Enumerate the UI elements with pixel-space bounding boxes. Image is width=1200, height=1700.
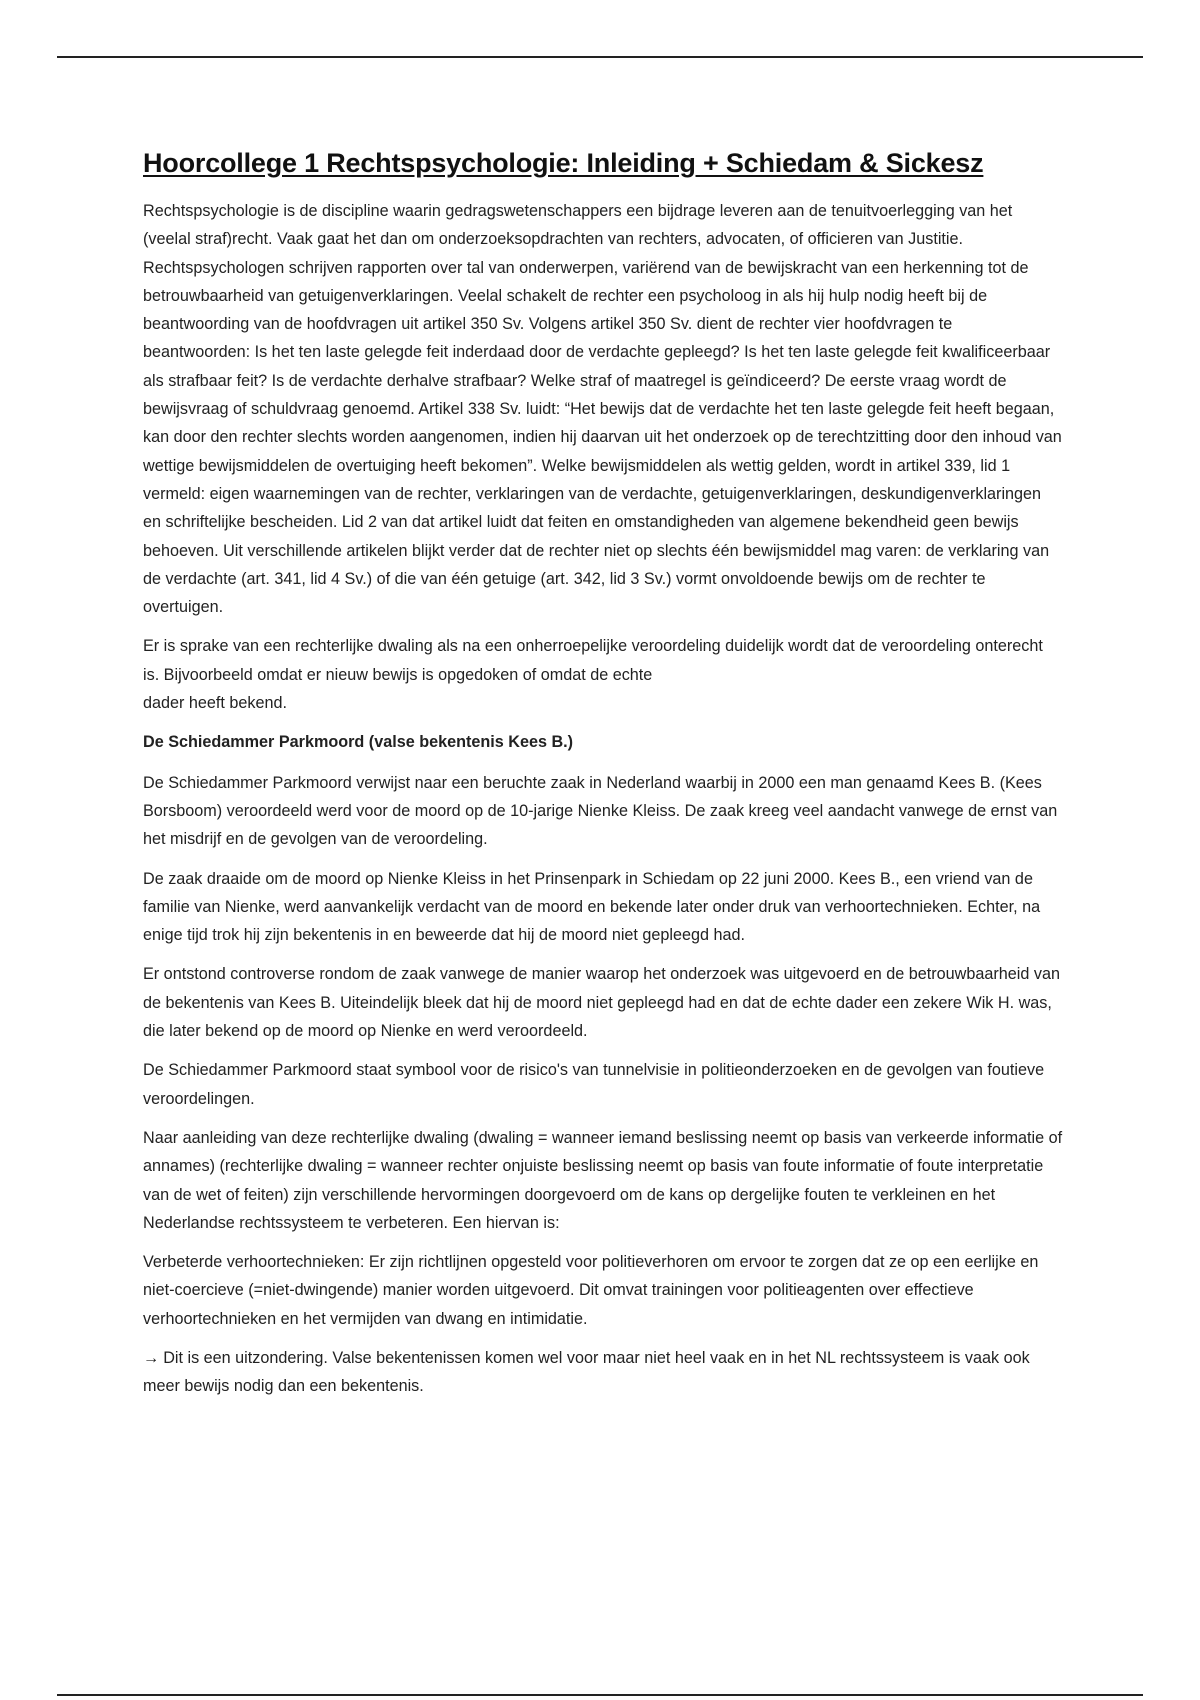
arrow-right-icon: → bbox=[143, 1348, 160, 1367]
paragraph-exception bbox=[143, 1344, 1063, 1401]
paragraph-controversy: Er ontstond controverse rondom de zaak vanwege de manier waarop het onderzoek was uitgevoerd en de betrouwbaarheid van de bekentenis van Kees B. Uiteindelijk bleek dat hij de moord niet gepleegd had en dat de echte dader een zekere Wik H. was, die later bekend op de moord op Nienke en werd veroordeeld. bbox=[143, 965, 1060, 1041]
paragraph-text: Dit is een uitzondering. Valse bekentenissen komen wel voor maar niet heel vaak en in het NL rechtssysteem is vaak ook meer bewijs nodig dan een bekentenis. bbox=[143, 1348, 1030, 1396]
paragraph-case-summary: De Schiedammer Parkmoord verwijst naar een beruchte zaak in Nederland waarbij in 2000 een man genaamd Kees B. (Kees Borsboom) veroordeeld werd voor de moord op de 10-jarige Nienke Kleiss. De zaak kreeg veel aandacht vanwege de ernst van het misdrijf en de gevolgen van de veroordeling. bbox=[143, 773, 1058, 849]
bottom-divider bbox=[57, 1694, 1143, 1696]
page-title: Hoorcollege 1 Rechtspsychologie: Inleiding + Schiedam & Sickesz bbox=[143, 148, 984, 178]
paragraph-interrogation: Verbeterde verhoortechnieken: Er zijn richtlijnen opgesteld voor politieverhoren om ervoor te zorgen dat ze op een eerlijke en niet-coercieve (=niet-dwingende) manier worden uitgevoerd. Dit omvat trainingen voor politieagenten over effectieve verhoortechnieken en het vermijden van dwang en intimidatie. bbox=[143, 1253, 1039, 1328]
paragraph-symbol: De Schiedammer Parkmoord staat symbool voor de risico's van tunnelvisie in politieonderzoeken en de gevolgen van foutieve veroordelingen. bbox=[143, 1061, 1045, 1108]
top-divider bbox=[57, 56, 1143, 58]
document-page bbox=[143, 148, 1063, 1412]
paragraph-text: Er is sprake van een rechterlijke dwaling als na een onherroepelijke veroordeling duidelijk wordt dat de veroordeling onterecht is. Bijvoorbeeld omdat er nieuw bewijs is opgedoken of omdat de echte bbox=[143, 637, 1043, 684]
paragraph-intro: Rechtspsychologie is de discipline waarin gedragswetenschappers een bijdrage leveren aan de tenuitvoerlegging van het (veelal straf)recht. Vaak gaat het dan om onderzoeksopdrachten van rechters, advocaten, of officieren van Justitie. Rechtspsychologen schrijven rapporten over tal van onderwerpen, variërend van de bewijskracht van een herkenning tot de betrouwbaarheid van getuigenverklaringen. Veelal schakelt de rechter een psycholoog in als hij hulp nodig heeft bij de beantwoording van de hoofdvragen uit artikel 350 Sv. Volgens artikel 350 Sv. dient de rechter vier hoofdvragen te beantwoorden: Is het ten laste gelegde feit inderdaad door de verdachte gepleegd? Is het ten laste gelegde feit kwalificeerbaar als strafbaar feit? Is de verdachte derhalve strafbaar? Welke straf of maatregel is geïndiceerd? De eerste vraag wordt de bewijsvraag of schuldvraag genoemd. Artikel 338 Sv. luidt: “Het bewijs dat de verdachte het ten laste gelegde feit heeft begaan, kan door den rechter slechts worden aangenomen, indien hij daarvan uit het onderzoek op de terechtzitting door den inhoud van wettige bewijsmiddelen de overtuiging heeft bekomen”. Welke bewijsmiddelen als wettig gelden, wordt in artikel 339, lid 1 vermeld: eigen waarnemingen van de rechter, verklaringen van de verdachte, getuigenverklaringen, deskundigenverklaringen en schriftelijke bescheiden. Lid 2 van dat artikel luidt dat feiten en omstandigheden van algemene bekendheid geen bewijs behoeven. Uit verschillende artikelen blijkt verder dat de rechter niet op slechts één bewijsmiddel mag varen: de verklaring van de verdachte (art. 341, lid 4 Sv.) of die van één getuige (art. 342, lid 3 Sv.) vormt onvoldoende bewijs om de rechter te overtuigen. bbox=[143, 202, 1062, 617]
section-heading: De Schiedammer Parkmoord (valse bekentenis Kees B.) bbox=[143, 733, 574, 752]
paragraph-rechterlijke-dwaling bbox=[143, 632, 1063, 717]
paragraph-case-details: De zaak draaide om de moord op Nienke Kleiss in het Prinsenpark in Schiedam op 22 juni 2000. Kees B., een vriend van de familie van Nienke, werd aanvankelijk verdacht van de moord en bekende later onder druk van verhoortechnieken. Echter, na enige tijd trok hij zijn bekentenis in en beweerde dat hij de moord niet gepleegd had. bbox=[143, 869, 1041, 945]
paragraph-text-continued: dader heeft bekend. bbox=[143, 694, 288, 713]
paragraph-reforms: Naar aanleiding van deze rechterlijke dwaling (dwaling = wanneer iemand beslissing neemt op basis van verkeerde informatie of annames) (rechterlijke dwaling = wanneer rechter onjuiste beslissing neemt op basis van foute informatie of foute interpretatie van de wet of feiten) zijn verschillende hervormingen doorgevoerd om de kans op dergelijke fouten te verkleinen en het Nederlandse rechtssysteem te verbeteren. Een hiervan is: bbox=[143, 1128, 1063, 1232]
